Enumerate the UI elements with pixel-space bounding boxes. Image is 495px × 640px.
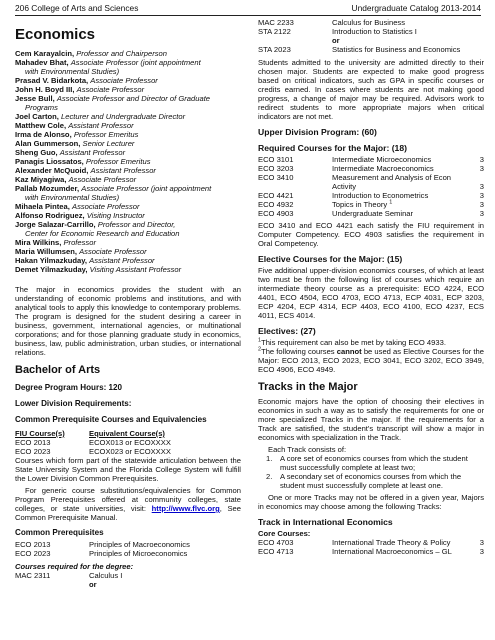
course-title xyxy=(332,173,474,182)
course-row xyxy=(258,18,484,27)
footnote-2-marker: 2 xyxy=(258,346,262,353)
required-course-row xyxy=(258,155,484,164)
faculty-name: Maria Willumsen, xyxy=(15,247,77,256)
intro-paragraph: The major in economics provides the student with an understanding of economic problems and institutions, and with analytical tools to apply this knowledge to contemporary problems. The program is designed for the student desiring a career in business, government, international agencies, or multinational corporations; and for those planning graduate study in economics, business, law, public administration, urban studies, or international relations. xyxy=(15,285,241,357)
faculty-role-cont: Programs xyxy=(25,103,58,112)
course-title: Calculus I xyxy=(89,571,123,580)
faculty-entry xyxy=(15,49,241,58)
faculty-role-continued xyxy=(15,229,241,238)
course-credits: 3 xyxy=(479,191,484,200)
course-code: MAC 2311 xyxy=(15,571,51,580)
course-title xyxy=(332,155,474,164)
faculty-role: Associate Professor (joint appointment xyxy=(70,58,201,67)
generic-text: For generic course substitutions/equivalencies for Common Program Prerequisites offered at community colleges, state colleges, or state universities, visit: xyxy=(15,486,241,513)
track-item-number: 2. xyxy=(266,472,273,481)
track-item-text: A core set of economics courses from which the student must successfully complete at least two; xyxy=(280,454,468,472)
course-code: ECO 4703 xyxy=(258,538,294,547)
faculty-name: Alan Gummerson, xyxy=(15,139,81,148)
course-row xyxy=(15,571,241,580)
faculty-name: Matthew Cole, xyxy=(15,121,67,130)
each-track-label: Each Track consists of: xyxy=(268,445,347,454)
faculty-name: Cem Karayalcin, xyxy=(15,49,75,58)
faculty-name: Jorge Salazar-Carrillo, xyxy=(15,220,96,229)
faculty-entry xyxy=(15,184,241,193)
course-title: Introduction to Statistics I xyxy=(332,27,417,36)
course-row xyxy=(15,549,241,558)
faculty-role: Associate Professor and Director of Graduate xyxy=(56,94,211,103)
faculty-name: Alfonso Rodriguez, xyxy=(15,211,85,220)
equiv-head-equivalent: Equivalent Course(s) xyxy=(89,429,165,438)
faculty-name: Pallab Mozumder, xyxy=(15,184,80,193)
track-item-text: A secondary set of economics courses from which the student must successfully complete at least one. xyxy=(280,472,462,490)
faculty-name: Sheng Guo, xyxy=(15,148,58,157)
course-credits: 3 xyxy=(479,547,484,556)
required-course-row xyxy=(258,182,484,191)
faculty-name: Demet Yilmazkuday, xyxy=(15,265,88,274)
track-item xyxy=(258,454,484,472)
course-title: International Macroeconomics – GL xyxy=(332,547,452,556)
faculty-entry xyxy=(15,175,241,184)
faculty-role-cont: Center for Economic Research and Education xyxy=(25,229,180,238)
elective-paragraph: Five additional upper-division economics courses, of which at least two must be from the following list of courses which require an intermediate theory course as a prerequisite: ECO 4224, ECO 4401, ECO 4504, ECO 4703, ECO 4713, ECP 4031, ECP 3203, ECP 4204, ECP 4314, ECP 4403, ECO 4100, ECO 4237, ECS 4011, ECS 4014. xyxy=(258,266,484,320)
faculty-role: Associate Professor xyxy=(76,85,145,94)
footnote-1 xyxy=(258,338,484,347)
faculty-entry xyxy=(15,238,241,247)
faculty-role-continued xyxy=(15,103,241,112)
faculty-role: Professor Emeritus xyxy=(85,157,151,166)
course-row xyxy=(15,540,241,549)
fiu-requirement-note: ECO 3410 and ECO 4421 each satisfy the FIU requirement in Computer Competency. ECO 4903 satisfies the requirement in Oral Competency. xyxy=(258,221,484,248)
electives-heading: Electives: (27) xyxy=(258,326,316,336)
footnote-1-marker: 1 xyxy=(258,337,262,344)
faculty-name: Mahadev Bhat, xyxy=(15,58,69,67)
equiv-row xyxy=(15,438,241,447)
faculty-name: Panagis Liossatos, xyxy=(15,157,84,166)
required-course-row xyxy=(258,200,484,209)
faculty-entry xyxy=(15,76,241,85)
faculty-role: Professor and Chairperson xyxy=(76,49,167,58)
course-credits: 3 xyxy=(479,209,484,218)
course-row xyxy=(258,538,484,547)
course-code xyxy=(258,182,332,191)
header-right: Undergraduate Catalog 2013-2014 xyxy=(351,3,481,13)
course-code: ECO 4713 xyxy=(258,547,294,556)
faculty-entry xyxy=(15,148,241,157)
course-title-text: Topics in Theory xyxy=(332,200,390,209)
faculty-entry xyxy=(15,157,241,166)
course-title xyxy=(332,191,474,200)
equiv-fiu-course: ECO 2023 xyxy=(15,447,51,456)
faculty-role: Associate Professor xyxy=(68,175,137,184)
upper-division-heading: Upper Division Program: (60) xyxy=(258,127,377,137)
faculty-entry xyxy=(15,256,241,265)
course-credits: 3 xyxy=(479,155,484,164)
tracks-offered-paragraph: One or more Tracks may not be offered in a given year, Majors in economics may choose among the following Tracks: xyxy=(258,493,484,511)
degree-hours: Degree Program Hours: 120 xyxy=(15,383,123,392)
course-code: ECO 4421 xyxy=(258,191,294,200)
course-credits: 3 xyxy=(479,182,484,191)
course-code: ECO 3410 xyxy=(258,173,294,182)
required-course-row xyxy=(258,209,484,218)
faculty-role: Professor and Director, xyxy=(97,220,176,229)
admission-paragraph: Students admitted to the university are admitted directly to their chosen major. Students are expected to make good progress based on critical indicators, such as GPA in specific courses or credits earned. In cases where students are not making good progress, a change of major may be required. Advisors work to redirect students to more appropriate majors when critical indicators are not met. xyxy=(258,58,484,121)
course-code: STA 2023 xyxy=(258,45,291,54)
generic-text-end: , See Common Prerequisite Manual. xyxy=(15,504,241,522)
faculty-role: Associate Professor xyxy=(72,202,140,211)
equiv-course: ECOX013 or ECOXXXX xyxy=(89,438,171,447)
ba-heading: Bachelor of Arts xyxy=(15,364,101,376)
faculty-entry xyxy=(15,220,241,229)
intl-track-heading: Track in International Economics xyxy=(258,517,393,527)
footnote-2 xyxy=(258,347,484,374)
faculty-role: Assistant Professor xyxy=(90,166,156,175)
or-label: or xyxy=(332,36,340,45)
faculty-role-continued xyxy=(15,193,241,202)
faculty-role-cont: with Environmental Studies) xyxy=(25,193,120,202)
course-code: ECO 4903 xyxy=(258,209,294,218)
faculty-role: Visiting Assistant Professor xyxy=(89,265,182,274)
flvc-link[interactable]: http://www.flvc.org xyxy=(151,504,220,513)
course-title xyxy=(332,209,474,218)
faculty-name: John H. Boyd III, xyxy=(15,85,75,94)
course-title-text: Activity xyxy=(332,182,357,191)
statewide-paragraph: Courses which form part of the statewide articulation between the State University System and the Florida College System will fulfill the Lower Division Common Prerequisites. xyxy=(15,456,241,483)
faculty-entry xyxy=(15,112,241,121)
course-code: ECO 2023 xyxy=(15,549,51,558)
required-course-row xyxy=(258,173,484,182)
course-title-text: Undergraduate Seminar xyxy=(332,209,414,218)
course-credits: 3 xyxy=(479,538,484,547)
faculty-list xyxy=(15,49,241,274)
footnote-1-text: This requirement can also be met by taking ECO 4933. xyxy=(261,338,446,347)
faculty-name: Joel Carton, xyxy=(15,112,59,121)
course-credits xyxy=(474,173,484,182)
left-column xyxy=(15,18,241,589)
faculty-entry xyxy=(15,58,241,67)
course-title xyxy=(332,164,474,173)
equiv-course: ECOX023 or ECOXXXX xyxy=(89,447,171,456)
or-label: or xyxy=(89,580,97,589)
faculty-role: Assistant Professor xyxy=(89,256,155,265)
course-title: Principles of Microeconomics xyxy=(89,549,188,558)
course-code: ECO 3101 xyxy=(258,155,294,164)
common-prereq-heading: Common Prerequisite Courses and Equivalencies xyxy=(15,415,207,424)
tracks-heading: Tracks in the Major xyxy=(258,381,358,393)
faculty-role: Visiting Instructor xyxy=(86,211,145,220)
required-courses-heading: Required Courses for the Major: (18) xyxy=(258,143,407,153)
tracks-paragraph: Economic majors have the option of choosing their electives in economics in such a way as to satisfy the requirements for one or more specialized Tracks in the major. If the requirements for a Track are satisfied, the student's transcript will show a major in economics with specialization in the Track. xyxy=(258,397,484,442)
course-title: Calculus for Business xyxy=(332,18,406,27)
footnote-2-emphasis: cannot xyxy=(336,347,362,356)
faculty-entry xyxy=(15,211,241,220)
faculty-entry xyxy=(15,94,241,103)
faculty-role: Lecturer and Undergraduate Director xyxy=(61,112,186,121)
course-title xyxy=(332,182,474,191)
faculty-name: Mihaela Pintea, xyxy=(15,202,70,211)
right-column xyxy=(258,18,484,556)
course-title: Statistics for Business and Economics xyxy=(332,45,461,54)
generic-substitution-paragraph xyxy=(15,486,241,522)
faculty-entry xyxy=(15,166,241,175)
course-credits: 3 xyxy=(479,164,484,173)
faculty-entry xyxy=(15,85,241,94)
course-code: ECO 2013 xyxy=(15,540,51,549)
faculty-role: Associate Professor (joint appointment xyxy=(81,184,212,193)
courses-required-heading: Courses required for the degree: xyxy=(15,562,134,571)
course-row xyxy=(258,45,484,54)
course-code: ECO 4932 xyxy=(258,200,294,209)
faculty-role: Senior Lecturer xyxy=(82,139,135,148)
faculty-role: Assistant Professor xyxy=(59,148,126,157)
equiv-header-row xyxy=(15,429,241,438)
required-course-row xyxy=(258,164,484,173)
spacer xyxy=(258,36,332,45)
equiv-head-fiu: FIU Course(s) xyxy=(15,429,65,438)
footnote-2-text-end: be used as Elective Courses for the Major: ECO 2013, ECO 2023, ECO 3041, ECO 3202, ECO 3949, ECO 4906, ECO 4949. xyxy=(258,347,484,374)
course-title: Principles of Macroeconomics xyxy=(89,540,190,549)
faculty-name: Alexander McQuoid, xyxy=(15,166,89,175)
course-row xyxy=(258,27,484,36)
faculty-name: Jesse Bull, xyxy=(15,94,55,103)
course-title-text: Introduction to Econometrics xyxy=(332,191,429,200)
course-title-text: Measurement and Analysis of Econ xyxy=(332,173,452,182)
lower-division-heading: Lower Division Requirements: xyxy=(15,399,132,408)
faculty-entry xyxy=(15,265,241,274)
faculty-entry xyxy=(15,121,241,130)
course-row xyxy=(258,547,484,556)
course-title-text: Intermediate Macroeconomics xyxy=(332,164,434,173)
faculty-name: Prasad V. Bidarkota, xyxy=(15,76,89,85)
topics-footnote-marker: 1 xyxy=(389,199,393,206)
faculty-name: Irma de Alonso, xyxy=(15,130,72,139)
faculty-role: Associate Professor xyxy=(90,76,158,85)
faculty-name: Hakan Yilmazkuday, xyxy=(15,256,88,265)
course-title xyxy=(332,200,474,209)
track-item-number: 1. xyxy=(266,454,273,463)
course-code: MAC 2233 xyxy=(258,18,294,27)
faculty-role: Associate Professor xyxy=(79,247,147,256)
required-courses-table xyxy=(258,155,484,218)
faculty-entry xyxy=(15,202,241,211)
header-left: 206 College of Arts and Sciences xyxy=(15,3,139,13)
faculty-role: Assistant Professor xyxy=(68,121,134,130)
footnote-2-text: The following courses xyxy=(261,347,337,356)
course-credits: 3 xyxy=(479,200,484,209)
course-code: ECO 3203 xyxy=(258,164,294,173)
or-row xyxy=(15,580,241,589)
required-course-row xyxy=(258,191,484,200)
elective-courses-heading: Elective Courses for the Major: (15) xyxy=(258,254,403,264)
or-row xyxy=(258,36,484,45)
faculty-entry xyxy=(15,130,241,139)
faculty-entry xyxy=(15,139,241,148)
core-courses-heading: Core Courses: xyxy=(258,529,311,538)
page-title: Economics xyxy=(15,26,96,43)
course-title-text: Intermediate Microeconomics xyxy=(332,155,432,164)
track-item xyxy=(258,472,484,490)
faculty-name: Mira Wilkins, xyxy=(15,238,62,247)
course-title: International Trade Theory & Policy xyxy=(332,538,451,547)
spacer xyxy=(15,580,89,589)
faculty-name: Kaz Miyagiwa, xyxy=(15,175,67,184)
course-code: STA 2122 xyxy=(258,27,291,36)
common-prereqs-heading: Common Prerequisites xyxy=(15,528,104,537)
faculty-entry xyxy=(15,247,241,256)
faculty-role: Professor xyxy=(63,238,96,247)
page-header xyxy=(15,3,481,16)
faculty-role-continued xyxy=(15,67,241,76)
equiv-fiu-course: ECO 2013 xyxy=(15,438,51,447)
equiv-row xyxy=(15,447,241,456)
faculty-role-cont: with Environmental Studies) xyxy=(25,67,120,76)
faculty-role: Professor Emeritus xyxy=(73,130,139,139)
